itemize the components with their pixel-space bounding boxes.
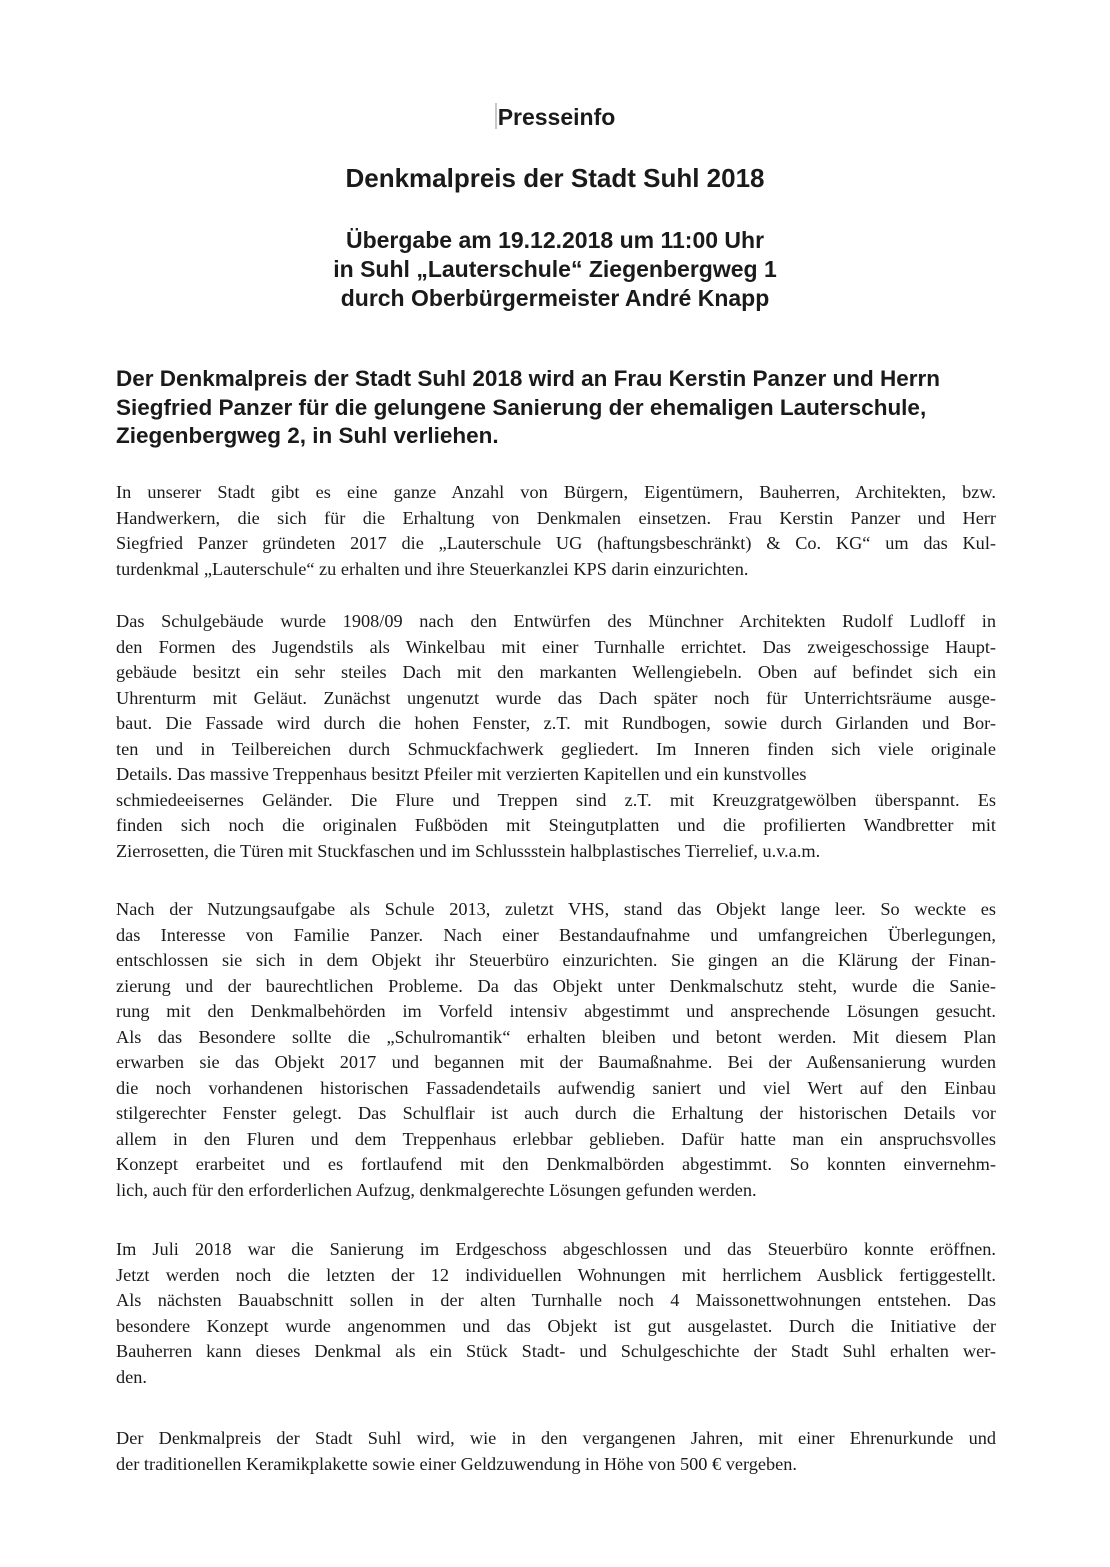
lead-line: Der Denkmalpreis der Stadt Suhl 2018 wird an Frau Kerstin Panzer und Herrn <box>116 366 940 391</box>
lead-line: Siegfried Panzer für die gelungene Sanierung der ehemaligen Lauterschule, <box>116 394 927 420</box>
paragraph-line: Als das Besondere sollte die „Schulromantik“ erhalten bleiben und betont werden. Mit diesem Plan <box>116 1026 996 1047</box>
lead-paragraph <box>116 365 1016 451</box>
paragraph-line: Handwerkern, die sich für die Erhaltung von Denkmalen einsetzen. Frau Kerstin Panzer und Herr <box>116 507 996 528</box>
presseinfo-label: Presseinfo <box>497 104 616 130</box>
paragraph-line: den. <box>116 1366 147 1387</box>
paragraph-line: zierung und der baurechtlichen Probleme. Da das Objekt unter Denkmalschutz steht, wurde die Sanie- <box>116 975 996 996</box>
paragraph-line: Bauherren kann dieses Denkmal als ein Stück Stadt- und Schulgeschichte der Stadt Suhl erhalten wer- <box>116 1341 996 1361</box>
document-label <box>0 103 1110 131</box>
paragraph-line: Als nächsten Bauabschnitt sollen in der alten Turnhalle noch 4 Maissonettwohnungen entstehen. Das <box>116 1290 996 1310</box>
lead-line: Ziegenbergweg 2, in Suhl verliehen. <box>116 423 499 448</box>
handover-location-line: in Suhl „Lauterschule“ Ziegenbergweg 1 <box>333 256 777 282</box>
paragraph-line: Siegfried Panzer gründeten 2017 die „Lauterschule UG (haftungsbeschränkt) & Co. KG“ um das Kul- <box>116 533 996 553</box>
paragraph-line: Uhrenturm mit Geläut. Zunächst ungenutzt wurde das Dach später noch für Unterrichtsräume ausge- <box>116 687 996 708</box>
text-cursor-mark <box>495 103 497 129</box>
paragraph-line: das Interesse von Familie Panzer. Nach einer Bestandaufnahme und umfangreichen Überlegungen, <box>116 924 996 945</box>
handover-presenter-line: durch Oberbürgermeister André Knapp <box>340 285 770 311</box>
paragraph-line: die noch vorhandenen historischen Fassadendetails aufwendig saniert und viel Wert auf den Einbau <box>116 1077 996 1098</box>
paragraph-line: turdenkmal „Lauterschule“ zu erhalten und ihre Steuerkanzlei KPS darin einzurichten. <box>116 558 749 579</box>
document-title: Denkmalpreis der Stadt Suhl 2018 <box>345 163 765 193</box>
paragraph-line: lich, auch für den erforderlichen Aufzug, denkmalgerechte Lösungen gefunden werden. <box>116 1179 757 1200</box>
paragraph-line: In unserer Stadt gibt es eine ganze Anzahl von Bürgern, Eigentümern, Bauherren, Architekten, bzw. <box>116 482 996 502</box>
paragraph-line: Konzept erarbeitet und es fortlaufend mit den Denkmalbörden abgestimmt. So konnten einvernehm- <box>116 1154 996 1174</box>
paragraph-line: baut. Die Fassade wird durch die hohen Fenster, z.T. mit Rundbogen, sowie durch Girlanden und Bor- <box>116 713 996 733</box>
paragraph-line: erwarben sie das Objekt 2017 und begannen mit der Baumaßnahme. Bei der Außensanierung wurden <box>116 1052 996 1072</box>
paragraph-line: rung mit den Denkmalbehörden im Vorfeld intensiv abgestimmt und ansprechende Lösungen gesucht. <box>116 1001 996 1021</box>
paragraph-line: ten und in Teilbereichen durch Schmuckfachwerk gegliedert. Im Inneren finden sich viele originale <box>116 738 996 759</box>
paragraph-line: Details. Das massive Treppenhaus besitzt Pfeiler mit verzierten Kapitellen und ein kunstvolles <box>116 764 807 784</box>
paragraph-line: schmiedeeisernes Geländer. Die Flure und Treppen sind z.T. mit Kreuzgratgewölben überspannt. Es <box>116 789 996 810</box>
paragraph-line: besondere Konzept wurde angenommen und das Objekt ist gut ausgelastet. Durch die Initiative der <box>116 1315 996 1336</box>
paragraph-line: stilgerechter Fenster gelegt. Das Schulflair ist auch durch die Erhaltung der historischen Details vor <box>116 1103 996 1123</box>
paragraph-line: entschlossen sie sich in dem Objekt ihr Steuerbüro einzurichten. Sie gingen an die Klärung der Finan- <box>116 950 996 970</box>
paragraph-line: Im Juli 2018 war die Sanierung im Erdgeschoss abgeschlossen und das Steuerbüro konnte eröffnen. <box>116 1239 996 1259</box>
paragraph-line: allem in den Fluren und dem Treppenhaus erlebbar geblieben. Dafür hatte man ein anspruchsvolles <box>116 1128 996 1149</box>
paragraph-line: Der Denkmalpreis der Stadt Suhl wird, wie in den vergangenen Jahren, mit einer Ehrenurkunde und <box>116 1428 996 1448</box>
body-paragraph-3 <box>116 897 996 1203</box>
body-paragraph-2 <box>116 609 996 864</box>
paragraph-line: den Formen des Jugendstils als Winkelbau mit einer Turnhalle errichtet. Das zweigeschossige Haupt- <box>116 636 996 657</box>
handover-date-line: Übergabe am 19.12.2018 um 11:00 Uhr <box>345 227 765 253</box>
handover-info <box>0 226 1110 313</box>
paragraph-line: Das Schulgebäude wurde 1908/09 nach den Entwürfen des Münchner Architekten Rudolf Ludloff in <box>116 611 996 631</box>
paragraph-line: gebäude besitzt ein sehr steiles Dach mit den markanten Wellengiebeln. Oben auf befindet sich ein <box>116 662 996 682</box>
paragraph-line: Zierrosetten, die Türen mit Stuckfaschen und im Schlussstein halbplastisches Tierrelief, u.v.a.m. <box>116 840 821 861</box>
paragraph-line: der traditionellen Keramikplakette sowie einer Geldzuwendung in Höhe von 500 € vergeben. <box>116 1453 797 1474</box>
paragraph-line: Nach der Nutzungsaufgabe als Schule 2013, zuletzt VHS, stand das Objekt lange leer. So weckte es <box>116 899 996 919</box>
body-paragraph-5 <box>116 1426 996 1477</box>
paragraph-line: Jetzt werden noch die letzten der 12 individuellen Wohnungen mit herrlichem Ausblick fertiggestellt. <box>116 1264 996 1285</box>
body-paragraph-4 <box>116 1237 996 1390</box>
paragraph-line: finden sich noch die originalen Fußböden mit Steingutplatten und die profilierten Wandbretter mit <box>116 815 996 835</box>
body-paragraph-1 <box>116 480 996 582</box>
